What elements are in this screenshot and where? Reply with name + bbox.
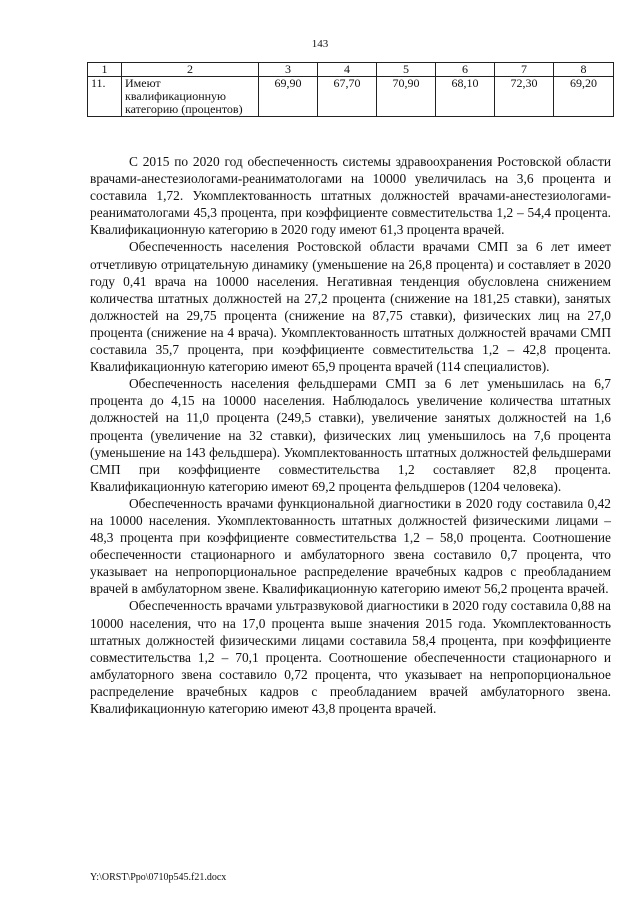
table-header-row xyxy=(88,63,614,77)
table-cell: 67,70 xyxy=(318,77,377,117)
paragraph: С 2015 по 2020 год обеспеченность системы здравоохранения Ростовской области врачами-анестезиологами-реаниматологами на 10000 увеличилась на 3,6 процента и составила 1,72. Укомплектованность штатных должностей врачами-анестезиологами-реаниматологами 45,3 процента, при коэффициенте совместительства 1,2 – 54,4 процента. Квалификационную категорию в 2020 году имеют 61,3 процента врачей. xyxy=(90,154,611,238)
table-cell: 72,30 xyxy=(495,77,554,117)
table-row xyxy=(88,77,614,117)
row-label: Имеют квалификационную категорию (процентов) xyxy=(122,77,259,117)
table-header-cell: 8 xyxy=(554,63,614,77)
paragraph: Обеспеченность врачами ультразвуковой диагностики в 2020 году составила 0,88 на 10000 населения, что на 17,0 процента выше значения 2015 года. Укомплектованность штатных должностей физическими лицами составила 58,4 процента, при коэффициенте совместительства 1,2 – 70,1 процента. Соотношение обеспеченности стационарного и амбулаторного звена составило 0,72 процента, что указывает на непропорциональное распределение врачебных кадров с преобладанием врачей амбулаторного звена. Квалификационную категорию имеют 43,8 процента врачей. xyxy=(90,598,611,716)
row-number: 11. xyxy=(88,77,122,117)
paragraph: Обеспеченность населения Ростовской области врачами СМП за 6 лет имеет отчетливую отрицательную динамику (уменьшение на 26,8 процента) и составляет в 2020 году 0,41 врача на 10000 населения. Негативная тенденция обусловлена снижением количества штатных должностей на 27,2 процента (снижение на 181,25 ставки), занятых должностей на 29,75 процента (снижение на 87,75 ставки), физических лиц на 27,0 процента (снижение на 4 врача). Укомплектованность штатных должностей врачами СМП составила 35,7 процента, при коэффициенте совместительства 1,2 – 42,8 процента. Квалификационную категорию имеют 65,9 процента врачей (114 специалистов). xyxy=(90,239,611,375)
table-header-cell: 5 xyxy=(377,63,436,77)
paragraph: Обеспеченность населения фельдшерами СМП за 6 лет уменьшилась на 6,7 процента до 4,15 на 10000 населения. Наблюдалось увеличение количества штатных должностей на 11,0 процента (249,5 ставки), увеличение занятых должностей на 1,6 процента (увеличение на 32 ставки), физических лиц уменьшилось на 7,6 процента (уменьшение на 143 фельдшера). Укомплектованность штатных должностей фельдшерами СМП при коэффициенте совместительства 1,2 составляет 82,8 процента. Квалификационную категорию имеют 69,2 процента фельдшеров (1204 человека). xyxy=(90,376,611,494)
table-cell: 69,20 xyxy=(554,77,614,117)
paragraph: Обеспеченность врачами функциональной диагностики в 2020 году составила 0,42 на 10000 населения. Укомплектованность штатных должностей физическими лицами – 48,3 процента при коэффициенте совместительства 1,2 – 58,0 процента. Соотношение обеспеченности стационарного и амбулаторного звена составило 0,7 процента, что указывает на непропорциональное распределение врачебных кадров с преобладанием врачей в амбулаторном звене. Квалификационную категорию имеют 56,2 процента врачей. xyxy=(90,495,611,597)
body-text xyxy=(90,153,611,717)
page-number: 143 xyxy=(311,38,329,50)
table-header-cell: 3 xyxy=(259,63,318,77)
table-cell: 68,10 xyxy=(436,77,495,117)
table-header-cell: 1 xyxy=(88,63,122,77)
table-cell: 70,90 xyxy=(377,77,436,117)
table-cell: 69,90 xyxy=(259,77,318,117)
table-header-cell: 6 xyxy=(436,63,495,77)
table-header-cell: 4 xyxy=(318,63,377,77)
table-header-cell: 2 xyxy=(122,63,259,77)
table-header-cell: 7 xyxy=(495,63,554,77)
data-table xyxy=(87,62,614,117)
footer-file-path: Y:\ORST\Ppo\0710p545.f21.docx xyxy=(90,872,227,883)
